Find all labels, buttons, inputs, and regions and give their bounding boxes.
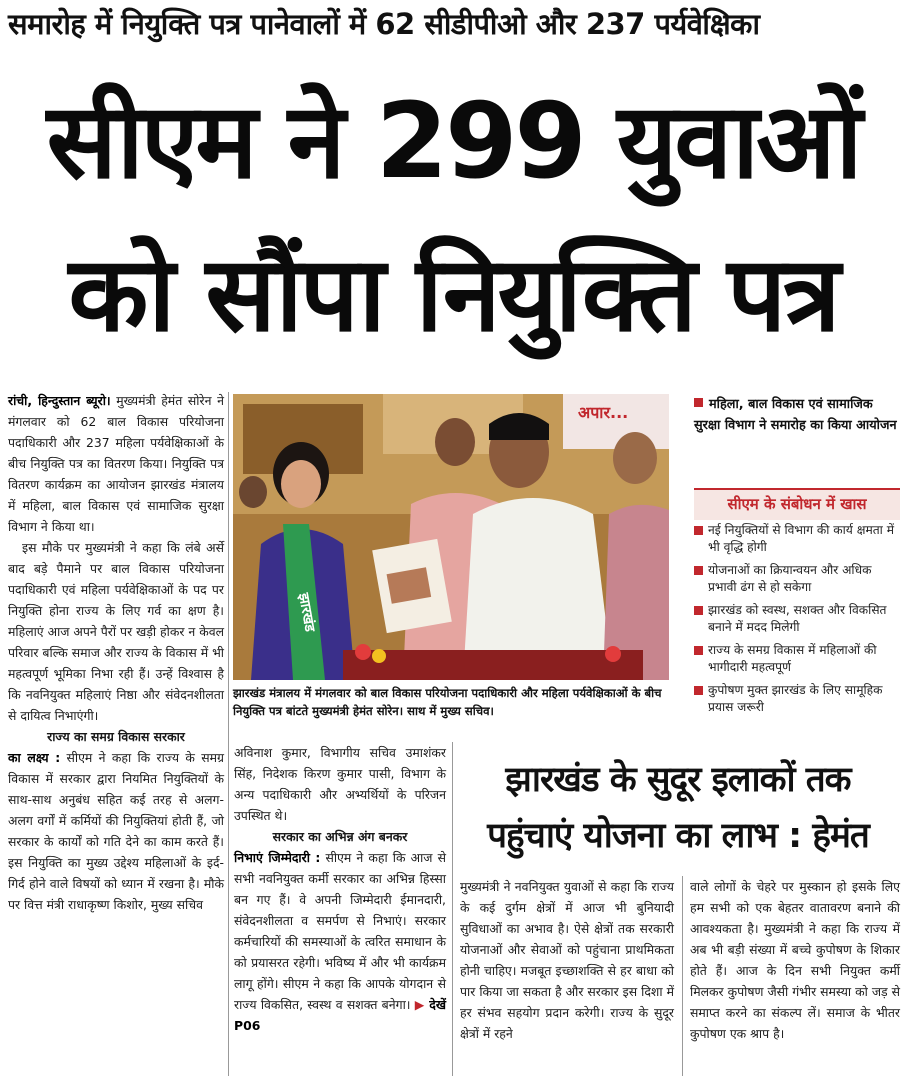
- column-divider: [228, 392, 229, 1076]
- subheading-lead: निभाएं जिम्मेदारी :: [234, 850, 321, 865]
- square-bullet-icon: [694, 686, 703, 695]
- list-item: राज्य के समग्र विकास में महिलाओं की भागीदारी महत्वपूर्ण: [694, 642, 900, 676]
- second-story-headline: [458, 752, 898, 864]
- second-story-column-b: [690, 876, 900, 1044]
- kicker-headline: समारोह में नियुक्ति पत्र पानेवालों में 62 सीडीपीओ और 237 पर्यवेक्षिका: [8, 7, 760, 41]
- subheading: सरकार का अभिन्न अंग बनकर: [272, 829, 408, 844]
- list-item: नई नियुक्तियों से विभाग की कार्य क्षमता में भी वृद्धि होगी: [694, 522, 900, 556]
- square-bullet-icon: [694, 646, 703, 655]
- lead-paragraph: रांची, हिन्दुस्तान ब्यूरो। मुख्यमंत्री हेमंत सोरेन ने मंगलवार को 62 बाल विकास परियोजना पदाधिकारी और 237 महिला पर्यवेक्षिकाओं के बीच नियुक्ति पत्र का वितरण किया। नियुक्ति पत्र वितरण कार्यक्रम का आयोजन झारखंड मंत्रालय में महिला, बाल विकास एवं सामाजिक सुरक्षा विभाग ने किया था।: [8, 393, 224, 534]
- list-item: योजनाओं का क्रियान्वयन और अधिक प्रभावी ढंग से हो सकेगा: [694, 562, 900, 596]
- column-divider: [452, 742, 453, 1076]
- sidebar-points: [694, 522, 900, 722]
- second-headline-line1: झारखंड के सुदूर इलाकों तक: [505, 760, 851, 800]
- arrow-right-icon: ▶: [414, 997, 425, 1012]
- paragraph: वाले लोगों के चेहरे पर मुस्कान हो इसके लिए हम सभी को एक बेहतर वातावरण बनाने की आवश्यकता है। मुख्यमंत्री ने कहा कि राज्य में अब भी बड़ी संख्या में बच्चे कुपोषण के शिकार होते हैं। आज के दिन सभी नियुक्त कर्मी मिलकर कुपोषण जैसी गंभीर समस्या को जड़ से समाप्त करने का संकल्प लें। समाज के भीतर कुपोषण एक श्राप है।: [690, 879, 900, 1041]
- main-headline-line2: को सौंपा नियुक्ति पत्र: [68, 233, 838, 355]
- sash-text: झारखंड: [295, 591, 318, 633]
- list-item: कुपोषण मुक्त झारखंड के लिए सामूहिक प्रयास जरूरी: [694, 682, 900, 716]
- paragraph: मुख्यमंत्री ने नवनियुक्त युवाओं से कहा कि राज्य के कई दुर्गम क्षेत्रों में आज भी बुनियादी सुविधाओं का अभाव है। ऐसे क्षेत्रों तक सरकारी योजनाओं और सेवाओं को पहुंचाना प्राथमिकता होनी चाहिए। मजबूत इच्छाशक्ति से हर बाधा को पार किया जा सकता है और सरकार इस दिशा में हर संभव सहयोग प्रदान करेगी। राज्य के सुदूर क्षेत्रों में रहने: [460, 879, 674, 1041]
- column-divider: [682, 876, 683, 1076]
- list-item: झारखंड को स्वस्थ, सशक्त और विकसित बनाने में मदद मिलेगी: [694, 602, 900, 636]
- square-bullet-icon: [694, 398, 703, 407]
- sidebar-top-note: महिला, बाल विकास एवं सामाजिक सुरक्षा विभाग ने समारोह का किया आयोजन: [694, 397, 897, 433]
- sidebar-heading: सीएम के संबोधन में खास: [694, 488, 900, 520]
- main-headline-line1: सीएम ने 299 युवाओं: [46, 80, 860, 202]
- news-photo: [233, 394, 669, 680]
- paragraph: निभाएं जिम्मेदारी : सीएम ने कहा कि आज से सभी नवनियुक्त कर्मी सरकार का अभिन्न हिस्सा बन गए हैं। वे अपनी जिम्मेदारी ईमानदारी, संवेदनशीलता व समर्पण से निभाएं। सरकार कर्मचारियों की समस्याओं के त्वरित समाधान के को प्रयासरत रहेगी। भविष्य में और भी कार्यक्रम लागू होंगे। सीएम ने कहा कि आपके योगदान से राज्य विकसित, स्वस्थ व सशक्त बनेगा। ▶ देखें P06: [234, 850, 446, 1033]
- banner-text: अपार...: [578, 403, 629, 422]
- dateline: रांची, हिन्दुस्तान ब्यूरो।: [8, 393, 111, 408]
- paragraph: अविनाश कुमार, विभागीय सचिव उमाशंकर सिंह, निदेशक किरण कुमार पासी, विभाग के अन्य पदाधिकारी और अभ्यर्थियों के परिजन उपस्थित थे।: [234, 745, 446, 823]
- photo-caption: झारखंड मंत्रालय में मंगलवार को बाल विकास परियोजना पदाधिकारी और महिला पर्यवेक्षिकाओं के बीच नियुक्ति पत्र बांटते मुख्यमंत्री हेमंत सोरेन। साथ में मुख्य सचिव।: [233, 686, 662, 718]
- paragraph: का लक्ष्य : सीएम ने कहा कि राज्य के समग्र विकास में सरकार द्वारा नियमित नियुक्तियों के साथ-साथ अनुबंध सहित कई तरह से अलग-अलग वर्गों में कर्मियों की नियुक्तियां होती हैं, जो सरकार के कार्यों को गति देने का काम करते हैं। इस नियुक्ति का मुख्य उद्देश्य महिलाओं के इर्द-गिर्द होने वाले विषयों को ध्यान में रखना है। मौके पर वित्त मंत्री राधाकृष्ण किशोर, मुख्य सचिव: [8, 750, 224, 912]
- photo-illustration: [233, 394, 669, 680]
- square-bullet-icon: [694, 606, 703, 615]
- article-column-1: [8, 390, 224, 915]
- paragraph: इस मौके पर मुख्यमंत्री ने कहा कि लंबे अर्से बाद बड़े पैमाने पर बाल विकास परियोजना पदाधिकारी एवं महिला पर्यवेक्षिकाओं के पद पर नियुक्ति होना राज्य के लिए गर्व का क्षण है। महिलाएं आज अपने पैरों पर खड़ी होकर न केवल परिवार बल्कि समाज और राज्य के विकास में भी महत्वपूर्ण भूमिका निभा रही हैं। उन्हें विश्वास है कि नवनियुक्त महिलाएं निष्ठा और संवेदनशीलता से दायित्व निभाएंगी।: [8, 540, 224, 723]
- article-column-2: [234, 742, 446, 1036]
- second-story-column-a: [460, 876, 674, 1044]
- page-reference: ▶ देखें P06: [234, 997, 446, 1033]
- square-bullet-icon: [694, 566, 703, 575]
- subheading-lead: का लक्ष्य :: [8, 750, 61, 765]
- subheading: राज्य का समग्र विकास सरकार: [47, 729, 185, 744]
- square-bullet-icon: [694, 526, 703, 535]
- second-headline-line2: पहुंचाएं योजना का लाभ : हेमंत: [487, 816, 869, 856]
